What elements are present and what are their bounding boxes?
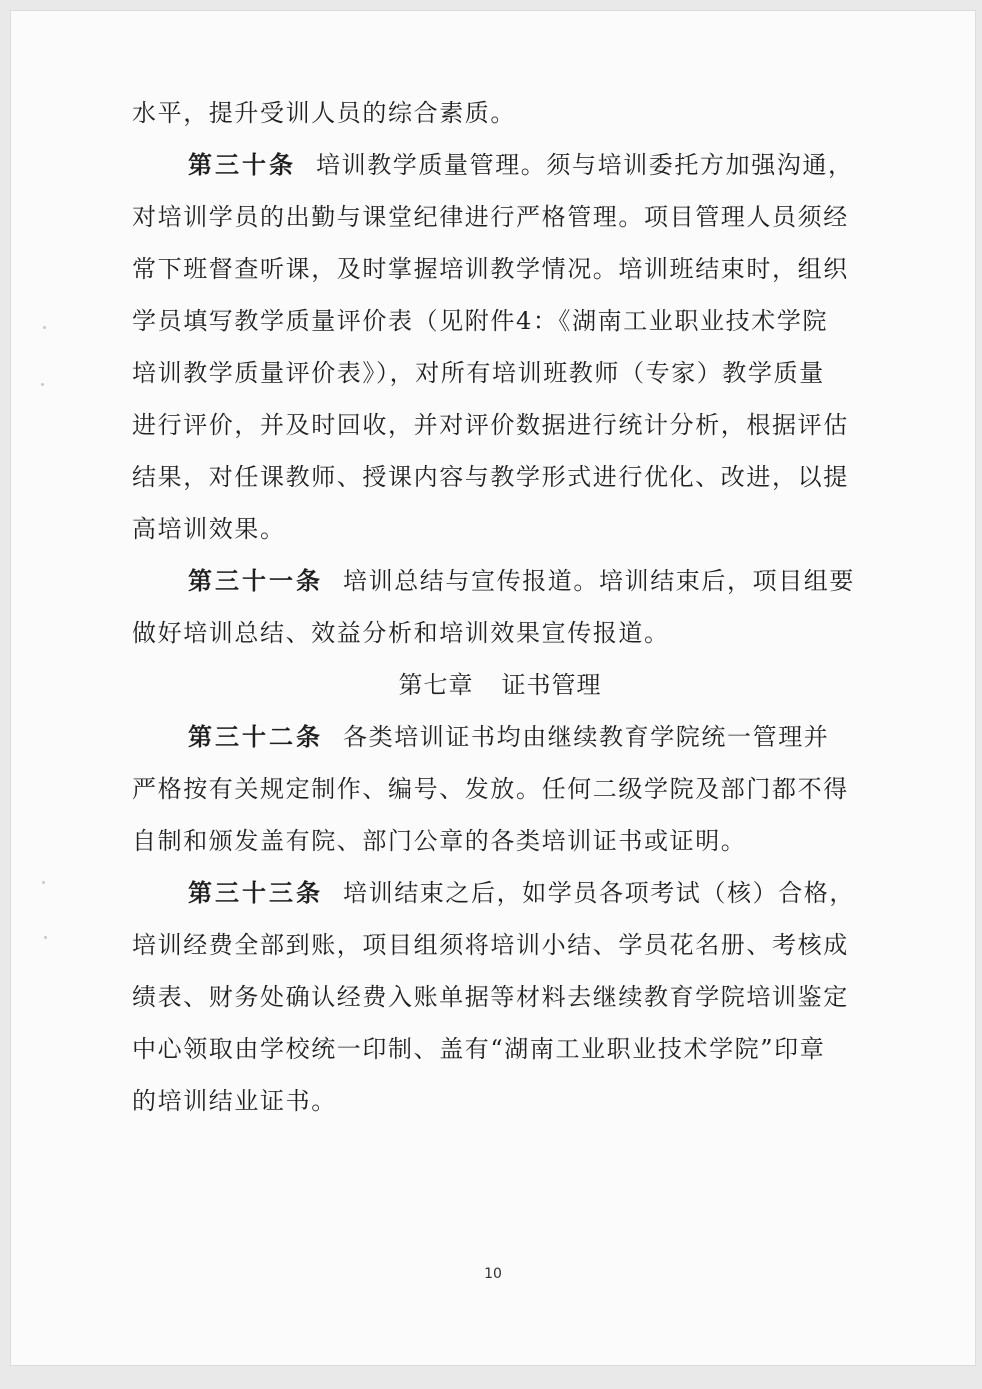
article-30-first-line: [132, 139, 868, 191]
text-line: 结果，对任课教师、授课内容与教学形式进行优化、改进，以提: [132, 463, 849, 491]
article-33-first-line: [132, 867, 868, 919]
article-33-heading: 第三十三条: [188, 878, 323, 907]
text-line: 常下班督查听课，及时掌握培训教学情况。培训班结束时，组织: [132, 255, 849, 283]
text-line: 做好培训总结、效益分析和培训效果宣传报道。: [132, 619, 670, 647]
article-31-first-line: [132, 555, 868, 607]
page-number: 10: [484, 1266, 502, 1282]
chapter-heading: [132, 659, 868, 711]
text-line: 的培训结业证书。: [132, 1087, 337, 1115]
document-page: [10, 10, 976, 1366]
article-32-text: 各类培训证书均由继续教育学院统一管理并: [343, 723, 830, 751]
chapter-number: 第七章: [398, 671, 474, 699]
article-31-text: 培训总结与宣传报道。培训结束后，项目组要: [343, 567, 855, 595]
scan-speck: [42, 881, 45, 884]
chapter-title: 证书管理: [501, 671, 602, 699]
text-line: 中心领取由学校统一印制、盖有“湖南工业职业技术学院”印章: [132, 1035, 826, 1063]
text-line: 对培训学员的出勤与课堂纪律进行严格管理。项目管理人员须经: [132, 203, 849, 231]
article-32-first-line: [132, 711, 868, 763]
text-line: 培训教学质量评价表》），对所有培训班教师（专家）教学质量: [132, 359, 825, 387]
text-line: 自制和颁发盖有院、部门公章的各类培训证书或证明。: [132, 827, 747, 855]
scan-speck: [41, 383, 44, 386]
text-line: 高培训效果。: [132, 515, 286, 543]
article-31-heading: 第三十一条: [188, 566, 323, 595]
article-33-text: 培训结束之后，如学员各项考试（核）合格，: [343, 879, 855, 907]
article-30-text: 培训教学质量管理。须与培训委托方加强沟通，: [316, 151, 854, 179]
article-30-heading: 第三十条: [188, 150, 296, 179]
text-line: 绩表、财务处确认经费入账单据等材料去继续教育学院培训鉴定: [132, 983, 849, 1011]
scan-speck: [43, 326, 46, 329]
scan-speck: [44, 936, 47, 939]
article-32-heading: 第三十二条: [188, 722, 323, 751]
text-line: 培训经费全部到账，项目组须将培训小结、学员花名册、考核成: [132, 931, 849, 959]
text-line: 进行评价，并及时回收，并对评价数据进行统计分析，根据评估: [132, 411, 849, 439]
text-line: 严格按有关规定制作、编号、发放。任何二级学院及部门都不得: [132, 775, 849, 803]
document-body: [132, 87, 868, 1127]
text-line: 水平，提升受训人员的综合素质。: [132, 99, 516, 127]
text-line: 学员填写教学质量评价表（见附件4：《湖南工业职业技术学院: [132, 307, 829, 335]
